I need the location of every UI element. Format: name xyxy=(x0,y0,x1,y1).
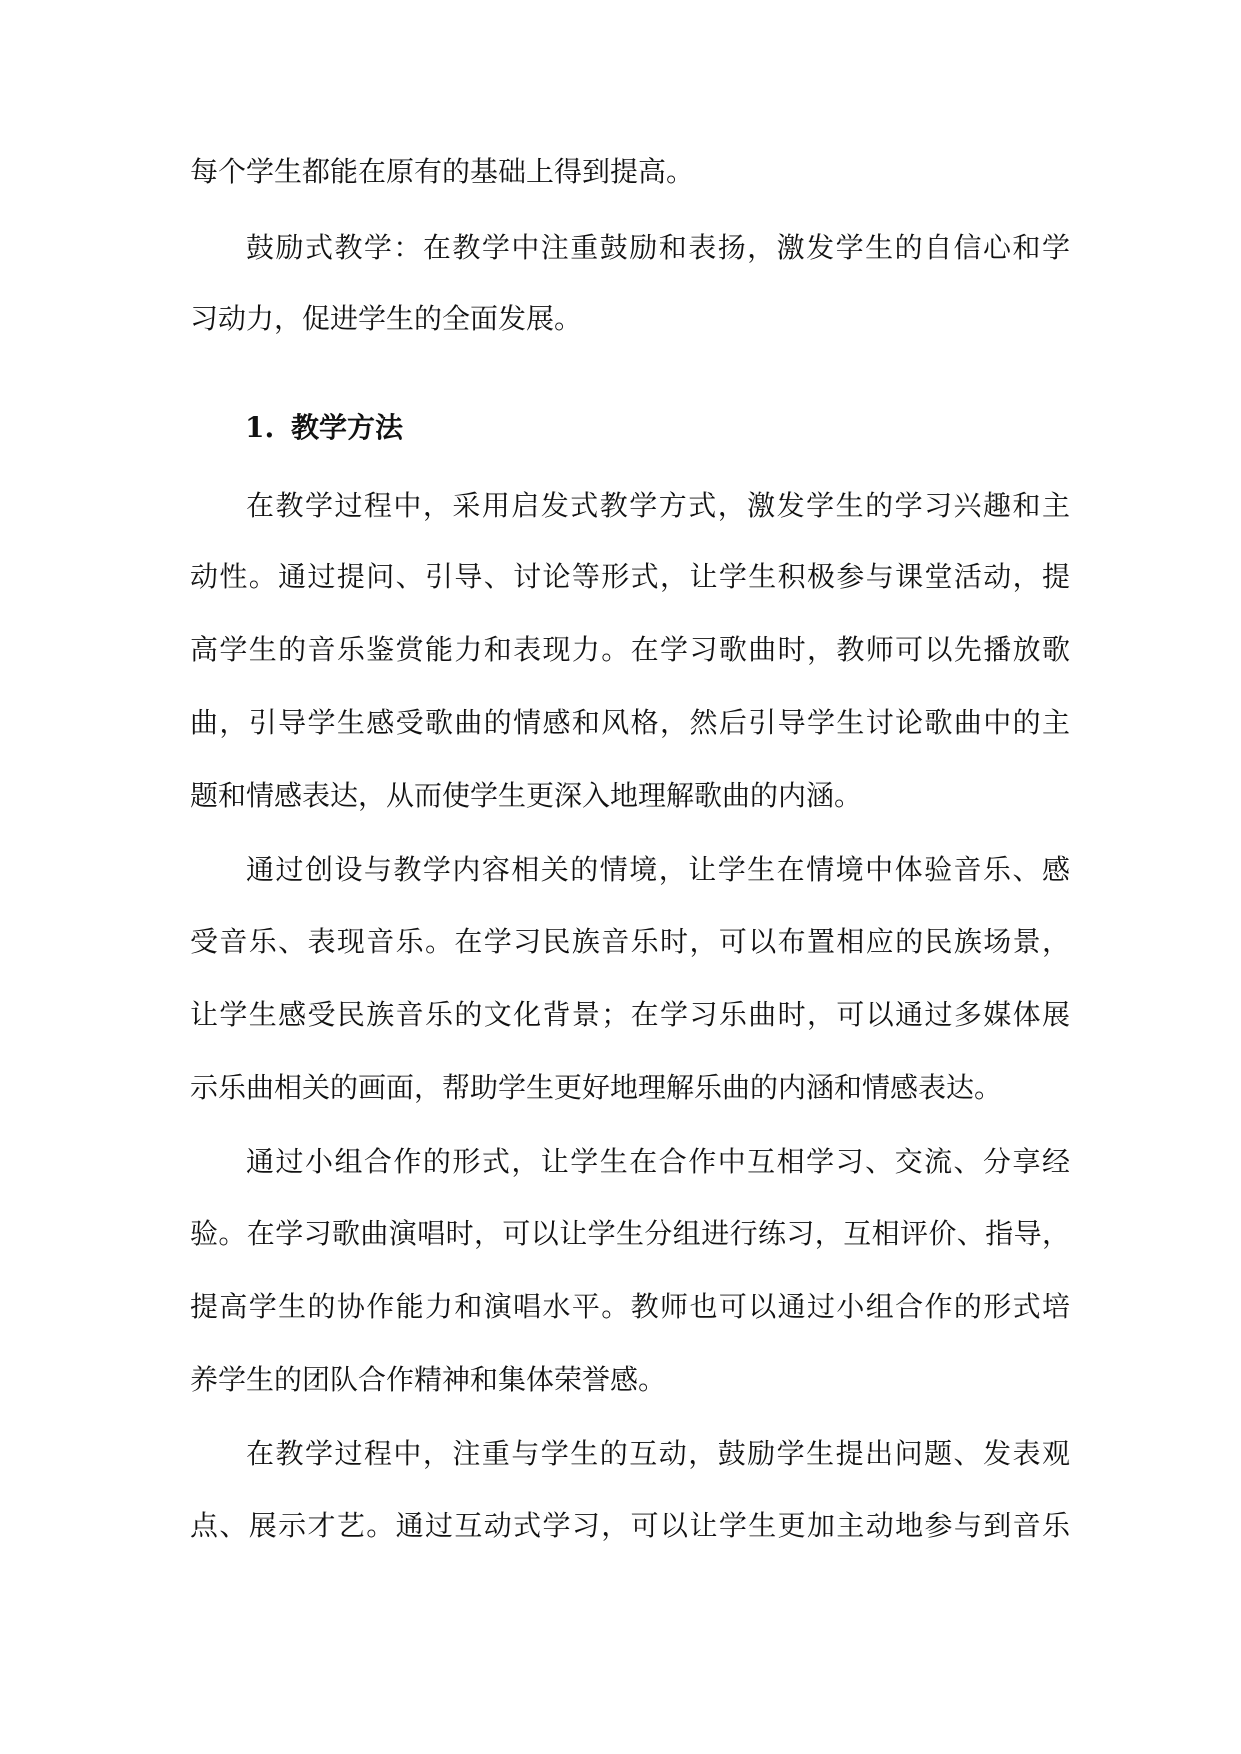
paragraph-line: 习动力，促进学生的全面发展。 xyxy=(190,302,583,335)
paragraph-line: 鼓励式教学：在教学中注重鼓励和表扬，激发学生的自信心和学 xyxy=(246,231,1070,264)
paragraph-line: 在教学过程中，采用启发式教学方式，激发学生的学习兴趣和主 xyxy=(246,489,1070,522)
paragraph-line: 养学生的团队合作精神和集体荣誉感。 xyxy=(190,1363,667,1396)
section-title: 教学方法 xyxy=(291,411,404,444)
paragraph-line: 题和情感表达，从而使学生更深入地理解歌曲的内涵。 xyxy=(190,779,863,812)
paragraph-line: 点、展示才艺。通过互动式学习，可以让学生更加主动地参与到音乐 xyxy=(190,1509,1070,1542)
section-number: 1. xyxy=(245,411,275,444)
paragraph-line: 通过创设与教学内容相关的情境，让学生在情境中体验音乐、感 xyxy=(246,853,1070,886)
paragraph-line: 提高学生的协作能力和演唱水平。教师也可以通过小组合作的形式培 xyxy=(190,1290,1070,1323)
paragraph-line: 曲，引导学生感受歌曲的情感和风格，然后引导学生讨论歌曲中的主 xyxy=(190,706,1070,739)
paragraph-line: 通过小组合作的形式，让学生在合作中互相学习、交流、分享经 xyxy=(246,1145,1070,1178)
paragraph-line: 示乐曲相关的画面，帮助学生更好地理解乐曲的内涵和情感表达。 xyxy=(190,1071,1003,1104)
paragraph-line: 受音乐、表现音乐。在学习民族音乐时，可以布置相应的民族场景， xyxy=(190,925,1070,958)
section-heading xyxy=(245,408,845,448)
paragraph-line: 验。在学习歌曲演唱时，可以让学生分组进行练习，互相评价、指导， xyxy=(190,1217,1070,1250)
paragraph-line: 在教学过程中，注重与学生的互动，鼓励学生提出问题、发表观 xyxy=(246,1437,1070,1470)
paragraph-line: 高学生的音乐鉴赏能力和表现力。在学习歌曲时，教师可以先播放歌 xyxy=(190,633,1070,666)
paragraph-line: 让学生感受民族音乐的文化背景；在学习乐曲时，可以通过多媒体展 xyxy=(190,998,1070,1031)
paragraph-line: 每个学生都能在原有的基础上得到提高。 xyxy=(190,155,695,188)
paragraph-line: 动性。通过提问、引导、讨论等形式，让学生积极参与课堂活动，提 xyxy=(190,560,1070,593)
